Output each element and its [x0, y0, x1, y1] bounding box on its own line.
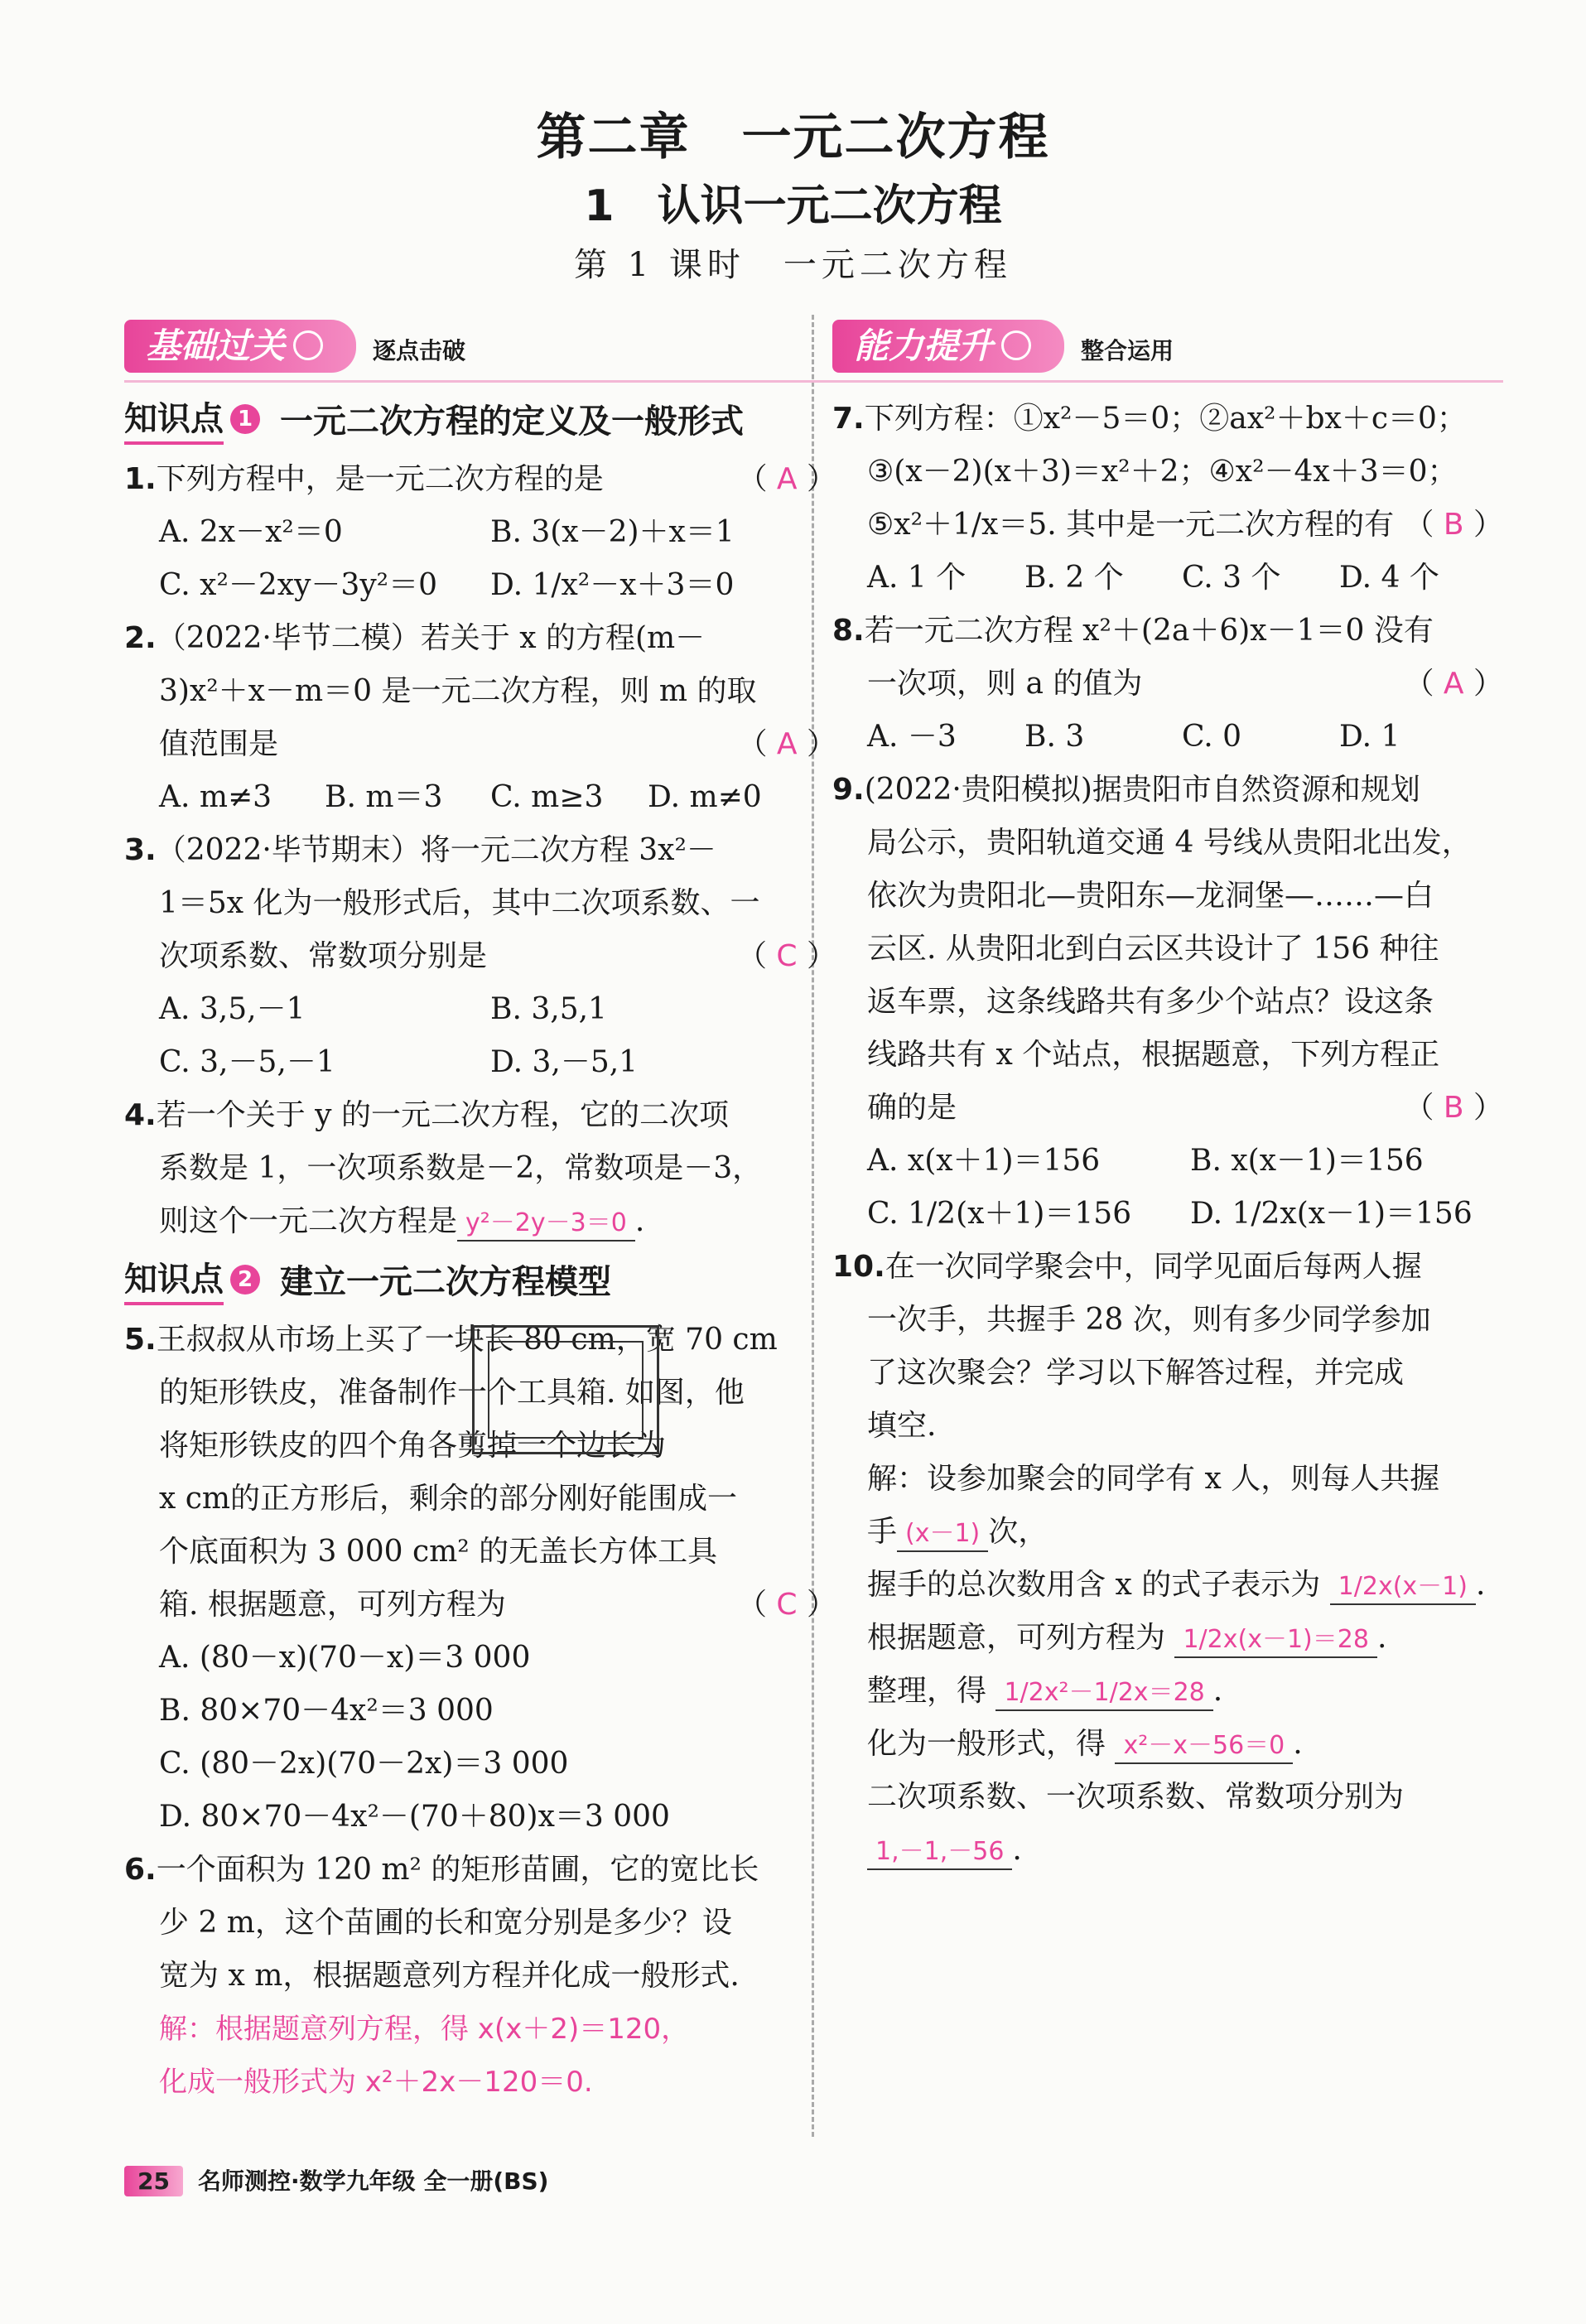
question-text-line: 则这个一元二次方程是 y²－2y－3＝0 . — [124, 1195, 836, 1248]
option-d: D. 4 个 — [1339, 561, 1439, 595]
question-7 — [832, 393, 1503, 446]
fill-answer: 1/2x(x－1) — [1330, 1570, 1476, 1605]
option-d: D. 1 — [1339, 720, 1400, 754]
banner-underline — [832, 380, 1503, 383]
ability-banner — [832, 315, 1503, 384]
question-text: 线路共有 x 个站点，根据题意，下列方程正 — [867, 1038, 1440, 1072]
answer: A — [1443, 667, 1464, 701]
question-text: 个底面积为 3 000 cm² 的无盖长方体工具 — [159, 1535, 718, 1569]
question-text: （2022·毕节期末）将一元二次方程 3x²－ — [156, 833, 716, 867]
banner-label: 能力提升 — [832, 320, 1064, 373]
rocket-icon — [1001, 330, 1031, 360]
options-row — [124, 983, 836, 1036]
option-b: B. x(x－1)＝156 — [1190, 1144, 1424, 1178]
option-a: A. x(x＋1)＝156 — [867, 1144, 1101, 1178]
option-b: B. m＝3 — [325, 780, 443, 814]
question-text: 箱. 根据题意，可列方程为 — [159, 1588, 506, 1622]
solution-text: 二次项系数、一次项系数、常数项分别为 — [867, 1780, 1405, 1814]
solution-line: 根据题意，可列方程为 1/2x(x－1)＝28 . — [832, 1612, 1503, 1665]
kp-title: 建立一元二次方程模型 — [280, 1263, 611, 1301]
footer — [124, 2163, 548, 2196]
kp-label: 知识点 — [124, 1253, 224, 1305]
option-c: C. m≥3 — [490, 780, 604, 814]
footer-text: 名师测控·数学九年级 全一册(BS) — [197, 2167, 549, 2195]
question-text: 次项系数、常数项分别是 — [159, 939, 488, 973]
question-number: 7. — [832, 402, 865, 436]
kp-number: 1 — [230, 404, 260, 434]
question-3 — [124, 824, 836, 877]
question-9 — [832, 764, 1503, 817]
option-c: C. 1/2(x＋1)＝156 — [867, 1197, 1132, 1231]
option-b: B. 3 — [1024, 720, 1085, 754]
question-6 — [124, 1844, 836, 1897]
solution-text: 化为一般形式，得 — [867, 1727, 1106, 1761]
fill-answer: x²－x－56＝0 — [1115, 1729, 1293, 1764]
answer: C — [776, 1588, 798, 1622]
question-text-line — [124, 718, 836, 771]
option-c: C. (80－2x)(70－2x)＝3 000 — [159, 1747, 569, 1781]
page-number: 25 — [124, 2166, 183, 2196]
knowledge-point-1 — [124, 393, 836, 445]
solution-line: 1,－1,－56 . — [832, 1824, 1503, 1877]
question-text: 一个面积为 120 m² 的矩形苗圃，它的宽比长 — [156, 1853, 759, 1887]
answer-paren: （ C ） — [736, 1588, 836, 1622]
options-row — [832, 711, 1503, 764]
target-icon — [293, 330, 323, 360]
right-column — [832, 315, 1503, 1877]
banner-underline — [124, 380, 836, 383]
question-text: 局公示，贵阳轨道交通 4 号线从贵阳北出发， — [867, 826, 1472, 860]
question-text: 确的是 — [867, 1091, 957, 1125]
option-c: C. x²－2xy－3y²＝0 — [159, 568, 438, 602]
question-text: 在一次同学聚会中，同学见面后每两人握 — [885, 1250, 1422, 1284]
option-d: D. 1/2x(x－1)＝156 — [1190, 1197, 1473, 1231]
options-row — [832, 552, 1503, 605]
question-text: 宽为 x m，根据题意列方程并化成一般形式. — [159, 1959, 740, 1993]
option-d: D. 3,－5,1 — [490, 1045, 639, 1079]
option-b: B. 3(x－2)＋x＝1 — [490, 515, 735, 549]
solution-line: 化成一般形式为 x²＋2x－120＝0. — [159, 2066, 593, 2099]
solution-text: 根据题意，可列方程为 — [867, 1621, 1166, 1655]
options-row — [124, 506, 836, 559]
solution-text: 解：设参加聚会的同学有 x 人，则每人共握 — [867, 1462, 1440, 1496]
question-number: 4. — [124, 1098, 157, 1132]
question-text-line — [832, 1082, 1503, 1135]
question-text: 1＝5x 化为一般形式后，其中二次项系数、一 — [159, 886, 760, 920]
question-text: 则这个一元二次方程是 — [159, 1204, 458, 1238]
fill-answer: 1/2x(x－1)＝28 — [1174, 1623, 1376, 1658]
option-a: A. m≠3 — [159, 780, 272, 814]
option-b: B. 80×70－4x²＝3 000 — [159, 1694, 494, 1728]
option-d: D. m≠0 — [648, 780, 762, 814]
solution-line: 握手的总次数用含 x 的式子表示为 1/2x(x－1) . — [832, 1559, 1503, 1612]
left-column — [124, 315, 836, 2109]
options-row — [124, 559, 836, 612]
question-text: 的矩形铁皮，准备制作一个工具箱. 如图，他 — [159, 1376, 745, 1410]
question-number: 8. — [832, 614, 865, 648]
question-number: 2. — [124, 621, 157, 655]
question-text: 少 2 m，这个苗圃的长和宽分别是多少？设 — [159, 1906, 732, 1940]
basic-banner — [124, 315, 836, 384]
question-text: 若一个关于 y 的一元二次方程，它的二次项 — [156, 1098, 729, 1132]
option-a: A. 2x－x²＝0 — [159, 515, 343, 549]
option-d: D. 1/x²－x＋3＝0 — [490, 568, 735, 602]
solution-line: 化为一般形式，得 x²－x－56＝0 . — [832, 1718, 1503, 1771]
question-8 — [832, 605, 1503, 658]
options-row — [832, 1188, 1503, 1241]
question-text: 将矩形铁皮的四个角各剪掉一个边长为 — [159, 1429, 667, 1463]
answer: A — [776, 727, 798, 761]
question-text: 下列方程：①x²－5＝0；②ax²＋bx＋c＝0； — [864, 402, 1467, 436]
question-number: 1. — [124, 462, 157, 496]
answer-paren: （ A ） — [737, 462, 836, 496]
question-text-line — [832, 658, 1503, 711]
question-number: 10. — [832, 1250, 885, 1284]
lesson-title: 第 1 课时 一元二次方程 — [574, 246, 1012, 284]
fill-answer: 1,－1,－56 — [867, 1835, 1012, 1870]
section-title: 1 认识一元二次方程 — [584, 181, 1002, 231]
solution-text: 次， — [988, 1515, 1048, 1549]
fill-answer: (x－1) — [897, 1517, 988, 1552]
option-c: C. 0 — [1182, 720, 1242, 754]
options-row — [124, 771, 836, 824]
knowledge-point-2 — [124, 1253, 836, 1305]
options-row — [832, 1135, 1503, 1188]
banner-sub: 整合运用 — [1081, 337, 1174, 364]
answer-paren: （ A ） — [1404, 667, 1503, 701]
question-number: 6. — [124, 1853, 157, 1887]
box-figure — [472, 1325, 659, 1454]
answer-paren: （ B ） — [1404, 508, 1503, 542]
banner-label: 基础过关 — [124, 320, 356, 373]
question-text-line — [832, 499, 1503, 552]
option-d: D. 80×70－4x²－(70＋80)x＝3 000 — [159, 1800, 670, 1834]
question-1 — [124, 453, 836, 506]
question-text: 3)x²＋x－m＝0 是一元二次方程，则 m 的取 — [159, 674, 757, 708]
question-text: 值范围是 — [159, 727, 279, 761]
question-10 — [832, 1241, 1503, 1294]
option-b: B. 3,5,1 — [490, 992, 607, 1026]
question-text: 了这次聚会？学习以下解答过程，并完成 — [867, 1356, 1405, 1390]
question-text: 一次项，则 a 的值为 — [867, 667, 1143, 701]
question-text: (2022·贵阳模拟)据贵阳市自然资源和规划 — [864, 773, 1420, 807]
answer-paren: （ B ） — [1404, 1091, 1503, 1125]
question-text: 返车票，这条线路共有多少个站点？设这条 — [867, 985, 1434, 1019]
option-c: C. 3 个 — [1182, 561, 1281, 595]
answer-paren: （ C ） — [736, 939, 836, 973]
solution-text: 握手的总次数用含 x 的式子表示为 — [867, 1568, 1321, 1602]
question-text: 依次为贵阳北—贵阳东—龙洞堡—……—白 — [867, 879, 1434, 913]
option-c: C. 3,－5,－1 — [159, 1045, 335, 1079]
solution-line: 解：根据题意列方程，得 x(x＋2)＝120， — [159, 2013, 690, 2046]
solution-text: 整理，得 — [867, 1674, 987, 1708]
question-text: 云区. 从贵阳北到白云区共设计了 156 种往 — [867, 932, 1439, 966]
banner-sub: 逐点击破 — [373, 337, 466, 364]
answer: C — [776, 939, 798, 973]
question-number: 9. — [832, 773, 865, 807]
question-text: ③(x－2)(x＋3)＝x²＋2；④x²－4x＋3＝0； — [867, 455, 1458, 489]
chapter-title: 第二章 一元二次方程 — [536, 108, 1050, 166]
fill-answer: y²－2y－3＝0 — [457, 1207, 635, 1242]
question-4 — [124, 1089, 836, 1142]
question-text-line — [124, 1579, 836, 1632]
question-text: 一次手，共握手 28 次，则有多少同学参加 — [867, 1303, 1431, 1337]
question-2 — [124, 612, 836, 665]
question-text: x cm的正方形后，剩余的部分刚好能围成一 — [159, 1482, 738, 1516]
option-b: B. 2 个 — [1024, 561, 1124, 595]
option-a: A. 1 个 — [867, 561, 967, 595]
question-number: 3. — [124, 833, 157, 867]
kp-title: 一元二次方程的定义及一般形式 — [280, 403, 744, 441]
option-a: A. －3 — [867, 720, 957, 754]
answer-paren: （ A ） — [737, 727, 836, 761]
fill-answer: 1/2x²－1/2x＝28 — [995, 1676, 1212, 1711]
answer: B — [1443, 1091, 1464, 1125]
solution-line: 整理，得 1/2x²－1/2x＝28 . — [832, 1665, 1503, 1718]
options-row — [124, 1036, 836, 1089]
option-a: A. 3,5,－1 — [159, 992, 306, 1026]
solution-text: 手 — [867, 1515, 898, 1549]
question-text-line — [124, 930, 836, 983]
question-number: 5. — [124, 1323, 157, 1357]
option-a: A. (80－x)(70－x)＝3 000 — [159, 1641, 531, 1675]
question-text: （2022·毕节二模）若关于 x 的方程(m－ — [156, 621, 706, 655]
question-text: 系数是 1，一次项系数是－2，常数项是－3， — [159, 1151, 763, 1185]
answer: A — [776, 462, 798, 496]
question-text: 下列方程中，是一元二次方程的是 — [156, 462, 604, 496]
question-text: 王叔叔从市场上买了一块长 80 cm，宽 70 cm — [156, 1323, 778, 1357]
kp-label: 知识点 — [124, 393, 224, 445]
question-text: 填空. — [867, 1409, 937, 1443]
answer: B — [1443, 508, 1464, 542]
solution-line — [832, 1506, 1503, 1559]
question-text: ⑤x²＋1/x＝5. 其中是一元二次方程的有 — [867, 508, 1395, 542]
question-text: 若一元二次方程 x²＋(2a＋6)x－1＝0 没有 — [864, 614, 1434, 648]
kp-number: 2 — [230, 1265, 260, 1295]
